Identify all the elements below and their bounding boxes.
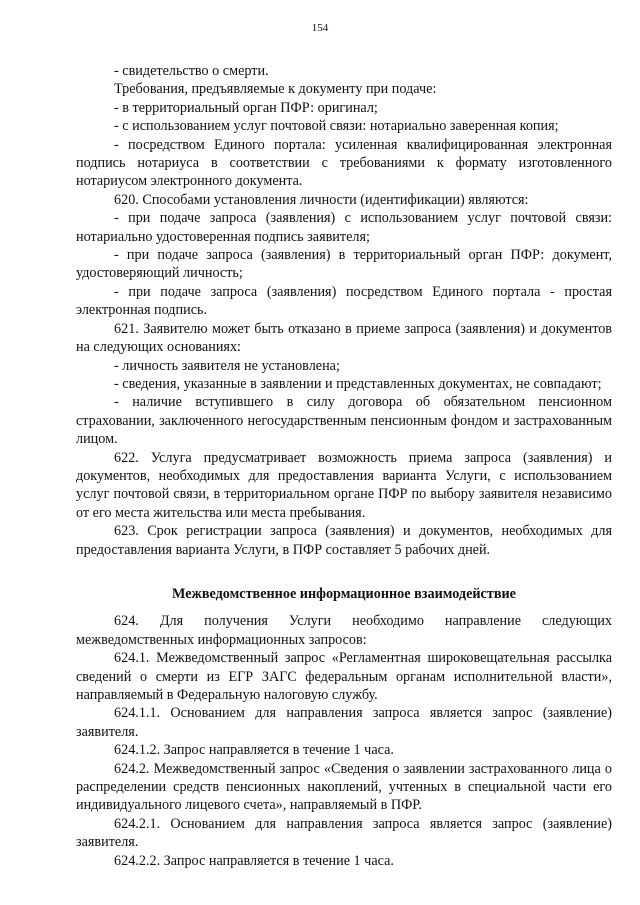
paragraph: - при подаче запроса (заявления) с использованием услуг почтовой связи: нотариально удостоверенная подпись заявителя; bbox=[76, 210, 612, 245]
section-paragraph: 624.2.2. Запрос направляется в течение 1 часа. bbox=[114, 852, 394, 869]
document-body bbox=[76, 62, 612, 870]
paragraph: - при подаче запроса (заявления) в территориальный орган ПФР: документ, удостоверяющий личность; bbox=[76, 247, 612, 282]
paragraph: 623. Срок регистрации запроса (заявления) и документов, необходимых для предоставления варианта Услуги, в ПФР составляет 5 рабочих дней. bbox=[76, 523, 612, 558]
paragraph: 620. Способами установления личности (идентификации) являются: bbox=[114, 191, 529, 208]
paragraph: 621. Заявителю может быть отказано в приеме запроса (заявления) и документов на следующих основаниях: bbox=[76, 320, 612, 356]
paragraph: - посредством Единого портала: усиленная квалифицированная электронная подпись нотариуса в соответствии с требованиями к формату изготовленного нотариусом электронного документа. bbox=[76, 136, 612, 190]
section-paragraph: 624.1.1. Основанием для направления запроса является запрос (заявление) заявителя. bbox=[76, 705, 612, 740]
paragraph: - наличие вступившего в силу договора об обязательном пенсионном страховании, заключенного негосударственным пенсионным фондом и застрахованным лицом. bbox=[76, 394, 612, 448]
section-paragraph: 624.1.2. Запрос направляется в течение 1 часа. bbox=[114, 742, 394, 759]
paragraph: 622. Услуга предусматривает возможность приема запроса (заявления) и документов, необходимых для предоставления варианта Услуги, с использованием услуг почтовой связи, в территориальном органе ПФР по выбору заявителя независимо от его места жительства или места пребывания. bbox=[76, 449, 612, 521]
paragraph: - свидетельство о смерти. bbox=[114, 63, 269, 79]
paragraph: Требования, предъявляемые к документу при подаче: bbox=[114, 81, 437, 98]
section-paragraph: 624.1. Межведомственный запрос «Регламентная широковещательная рассылка сведений о смерти из ЕГР ЗАГС федеральным органам исполнительной власти», направляемый в Федеральную налоговую службу. bbox=[76, 650, 612, 703]
paragraph: - сведения, указанные в заявлении и представленных документах, не совпадают; bbox=[114, 375, 602, 392]
paragraph: - при подаче запроса (заявления) посредством Единого портала - простая электронная подпись. bbox=[76, 283, 612, 319]
section-paragraph: 624.2.1. Основанием для направления запроса является запрос (заявление) заявителя. bbox=[76, 815, 612, 851]
page-number: 154 bbox=[311, 22, 329, 34]
section-paragraph: 624. Для получения Услуги необходимо направление следующих межведомственных информационных запросов: bbox=[76, 613, 612, 648]
paragraph: - в территориальный орган ПФР: оригинал; bbox=[114, 99, 378, 116]
paragraph: - личность заявителя не установлена; bbox=[114, 357, 340, 374]
section-paragraph: 624.2. Межведомственный запрос «Сведения о заявлении застрахованного лица о распределении средств пенсионных накоплений, учтенных в специальной части его индивидуального лицевого счета», направляемый в ПФР. bbox=[76, 760, 612, 814]
paragraph: - с использованием услуг почтовой связи: нотариально заверенная копия; bbox=[114, 118, 559, 135]
section-heading: Межведомственное информационное взаимодействие bbox=[172, 585, 516, 602]
